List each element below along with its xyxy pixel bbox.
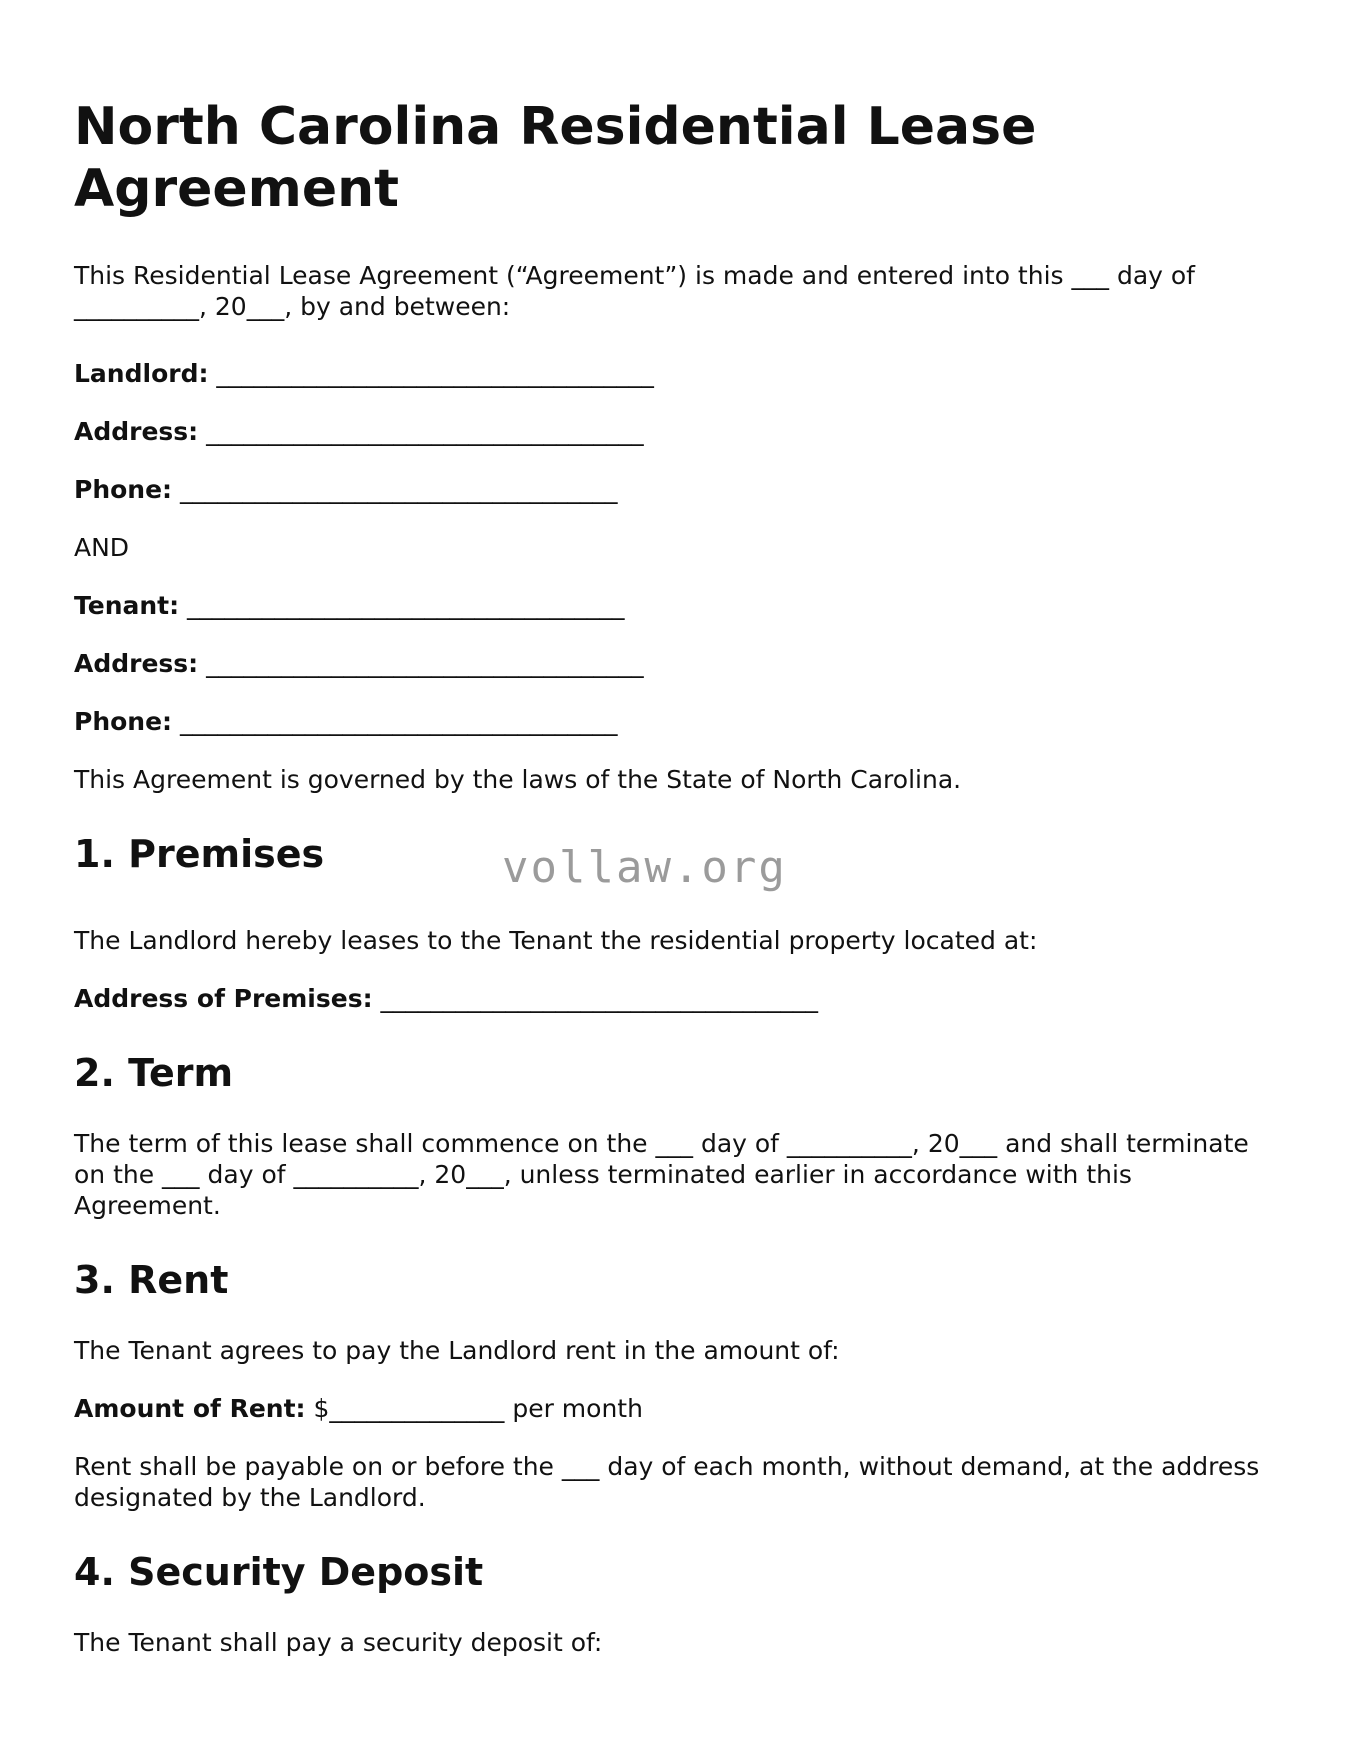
tenant-name-blank: ___________________________________ — [179, 591, 625, 620]
section-heading-deposit: 4. Security Deposit — [74, 1550, 484, 1594]
section-heading-term: 2. Term — [74, 1051, 234, 1095]
tenant-phone-label: Phone: — [74, 707, 173, 736]
landlord-address-line — [74, 416, 1274, 447]
watermark-text: vollaw.org — [502, 842, 787, 893]
intro-paragraph: This Residential Lease Agreement (“Agreement”) is made and entered into this ___ day of __________, 20___, by and between: — [74, 261, 1195, 321]
premises-address-line — [74, 983, 1274, 1014]
landlord-name-label: Landlord: — [74, 359, 209, 388]
term-body: The term of this lease shall commence on the ___ day of __________, 20___ and shall terminate on the ___ day of __________, 20___, unless terminated earlier in accordance with this Agreement. — [74, 1129, 1249, 1220]
landlord-phone-blank: ___________________________________ — [172, 475, 618, 504]
tenant-name-label: Tenant: — [74, 591, 180, 620]
rent-amount-blank: $______________ per month — [305, 1394, 643, 1423]
rent-payable: Rent shall be payable on or before the ___ day of each month, without demand, at the address designated by the Landlord. — [74, 1452, 1260, 1512]
tenant-name-line — [74, 590, 1274, 621]
landlord-address-label: Address: — [74, 417, 199, 446]
landlord-name-blank: ___________________________________ — [208, 359, 654, 388]
rent-amount-line — [74, 1393, 1274, 1424]
document-title: North Carolina Residential Lease Agreement — [74, 97, 1037, 219]
landlord-phone-line — [74, 474, 1274, 505]
governing-law: This Agreement is governed by the laws of the State of North Carolina. — [74, 765, 962, 794]
premises-address-blank: ___________________________________ — [372, 984, 819, 1013]
tenant-address-blank: ___________________________________ — [198, 649, 644, 678]
premises-address-label: Address of Premises: — [74, 984, 373, 1013]
deposit-body: The Tenant shall pay a security deposit of: — [74, 1628, 603, 1657]
landlord-name-line — [74, 358, 1274, 389]
landlord-phone-label: Phone: — [74, 475, 173, 504]
section-heading-rent: 3. Rent — [74, 1258, 229, 1302]
tenant-address-label: Address: — [74, 649, 199, 678]
rent-body: The Tenant agrees to pay the Landlord rent in the amount of: — [74, 1336, 840, 1365]
section-heading-premises: 1. Premises — [74, 832, 325, 876]
tenant-address-line — [74, 648, 1274, 679]
premises-body: The Landlord hereby leases to the Tenant the residential property located at: — [74, 926, 1038, 955]
tenant-phone-line — [74, 706, 1274, 737]
landlord-address-blank: ___________________________________ — [198, 417, 644, 446]
rent-amount-label: Amount of Rent: — [74, 1394, 306, 1423]
and-separator: AND — [74, 533, 130, 562]
tenant-phone-blank: ___________________________________ — [172, 707, 618, 736]
